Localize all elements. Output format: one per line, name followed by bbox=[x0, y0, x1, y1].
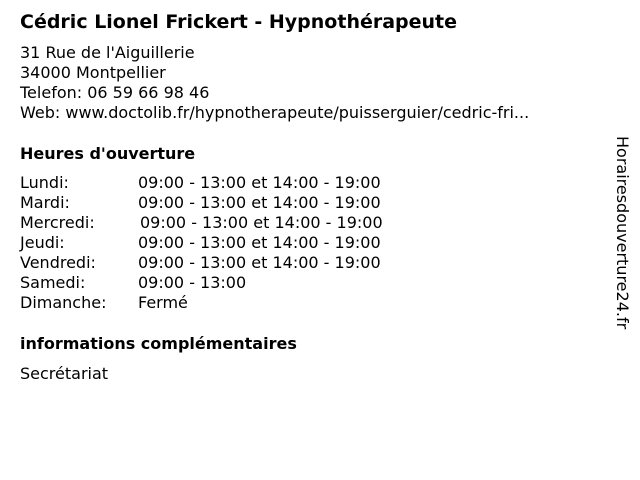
address-block bbox=[20, 43, 529, 123]
day-label: Lundi: bbox=[20, 173, 69, 192]
street-address: 31 Rue de l'Aiguillerie bbox=[20, 43, 195, 62]
hours-row-samedi bbox=[20, 273, 383, 293]
day-label: Mercredi: bbox=[20, 213, 95, 232]
time-value: 09:00 - 13:00 et 14:00 - 19:00 bbox=[138, 233, 381, 252]
day-label: Jeudi: bbox=[20, 233, 65, 252]
hours-row-mardi bbox=[20, 193, 383, 213]
time-value: 09:00 - 13:00 et 14:00 - 19:00 bbox=[138, 253, 381, 272]
time-value: Fermé bbox=[138, 293, 188, 312]
time-value: 09:00 - 13:00 bbox=[138, 273, 247, 292]
day-label: Vendredi: bbox=[20, 253, 96, 272]
page-title: Cédric Lionel Frickert - Hypnothérapeute bbox=[20, 11, 458, 33]
time-value: 09:00 - 13:00 et 14:00 - 19:00 bbox=[140, 213, 383, 232]
info-text: Secrétariat bbox=[20, 364, 109, 383]
hours-row-jeudi bbox=[20, 233, 383, 253]
city-address: 34000 Montpellier bbox=[20, 63, 166, 82]
time-value: 09:00 - 13:00 et 14:00 - 19:00 bbox=[138, 193, 381, 212]
hours-row-lundi bbox=[20, 173, 383, 193]
time-value: 09:00 - 13:00 et 14:00 - 19:00 bbox=[138, 173, 381, 192]
side-watermark: Horairesdouverture24.fr bbox=[613, 136, 632, 330]
hours-table bbox=[20, 173, 383, 313]
hours-row-mercredi bbox=[20, 213, 383, 233]
hours-row-dimanche bbox=[20, 293, 383, 313]
day-label: Dimanche: bbox=[20, 293, 107, 312]
hours-heading: Heures d'ouverture bbox=[20, 144, 196, 163]
info-heading: informations complémentaires bbox=[20, 334, 297, 353]
website-link[interactable]: Web: www.doctolib.fr/hypnotherapeute/puisserguier/cedric-fri... bbox=[20, 103, 530, 122]
hours-row-vendredi bbox=[20, 253, 383, 273]
day-label: Mardi: bbox=[20, 193, 70, 212]
day-label: Samedi: bbox=[20, 273, 86, 292]
phone-number: Telefon: 06 59 66 98 46 bbox=[20, 83, 210, 102]
